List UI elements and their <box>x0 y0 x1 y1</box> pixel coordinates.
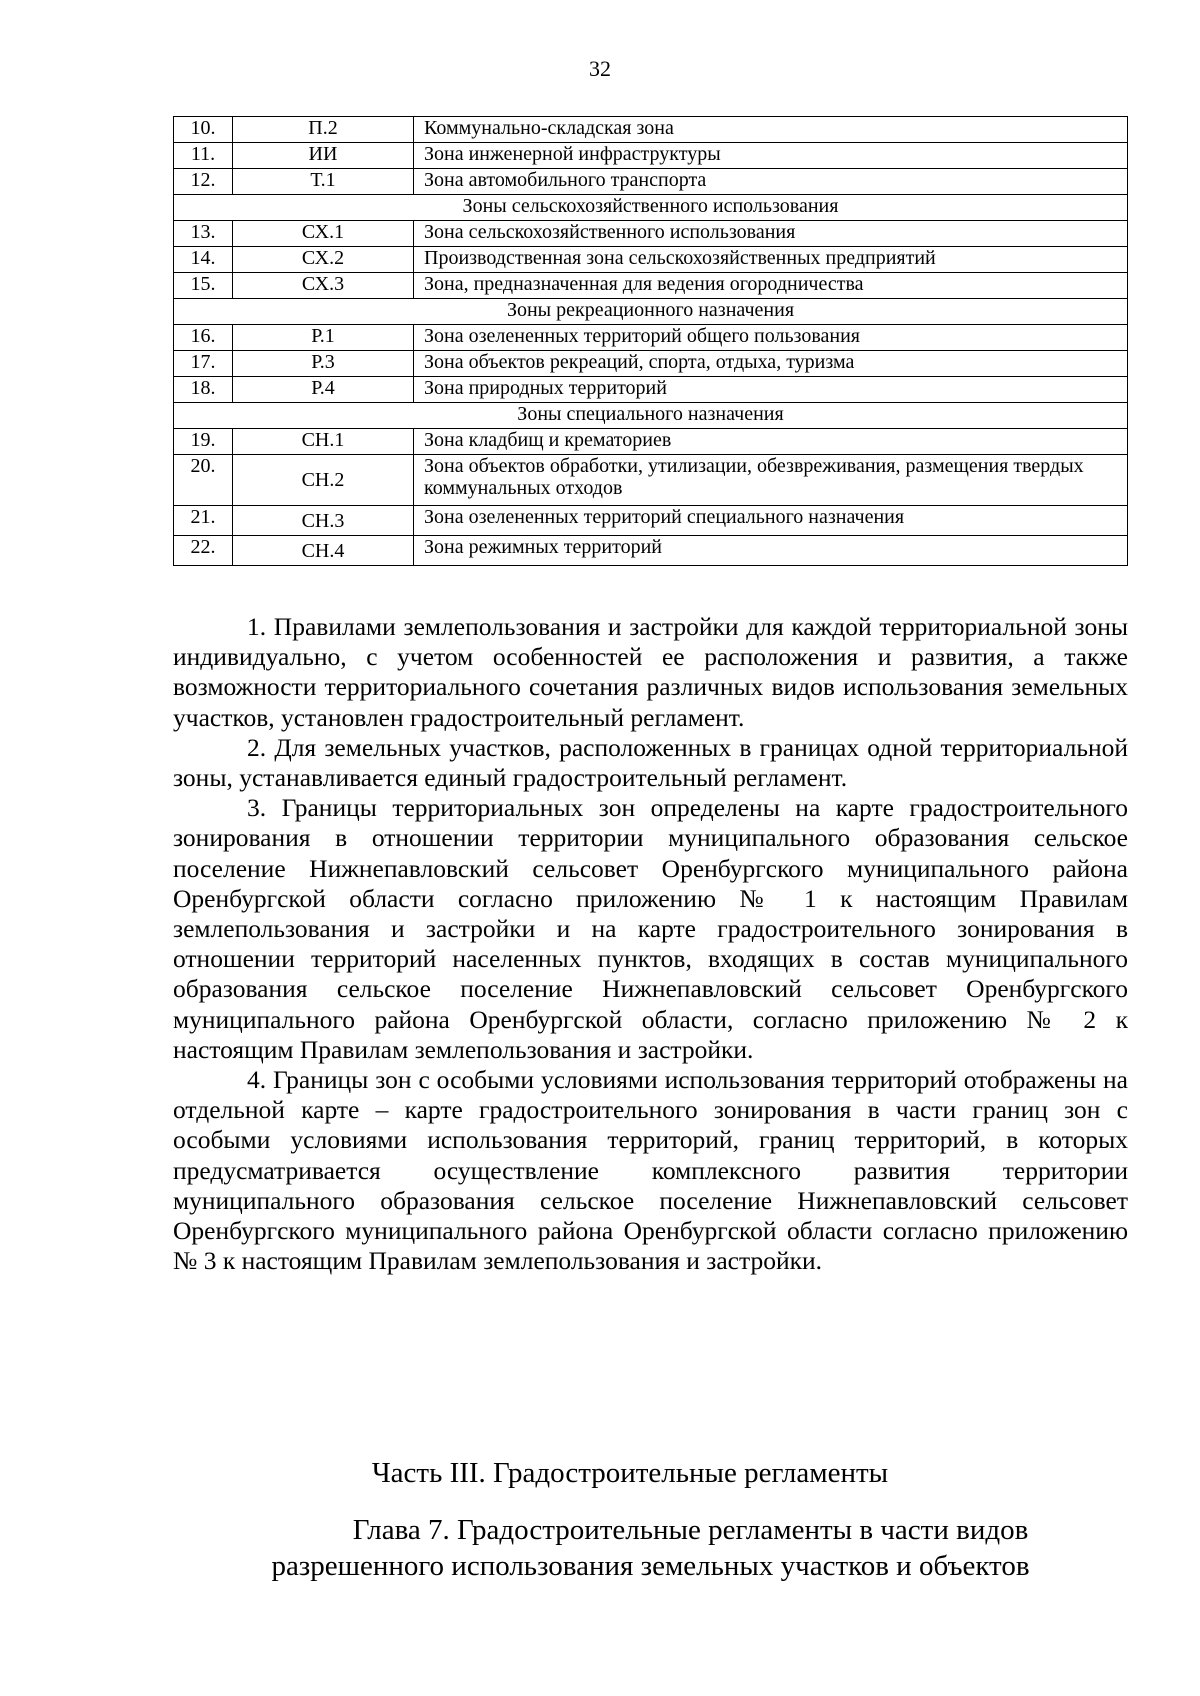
zone-code: Р.1 <box>233 325 414 351</box>
zone-number: 16. <box>174 325 233 351</box>
paragraph-1: 1. Правилами землепользования и застройки для каждой территориальной зоны индивидуально, с учетом особенностей ее расположения и развития, а также возможности территориального сочетания различных видов использования земельных участков, установлен градостроительный регламент. <box>173 612 1128 732</box>
zone-number: 17. <box>174 351 233 377</box>
zone-number: 10. <box>174 117 233 143</box>
zone-number: 22. <box>174 536 233 566</box>
zone-name: Зона кладбищ и крематориев <box>414 429 1128 455</box>
chapter-title-line-1: Глава 7. Градостроительные регламенты в части видов <box>352 1514 1029 1546</box>
zone-number: 11. <box>174 143 233 169</box>
table-row <box>174 325 1128 351</box>
table-row <box>174 377 1128 403</box>
page-number: 32 <box>589 56 611 81</box>
part-title: Часть III. Градостроительные регламенты <box>371 1457 889 1489</box>
zones-table <box>173 116 1128 566</box>
zone-number: 21. <box>174 506 233 536</box>
body-text <box>173 612 1128 1276</box>
zone-name: Зона объектов рекреаций, спорта, отдыха, туризма <box>414 351 1128 377</box>
zone-code: СН.4 <box>233 536 414 566</box>
table-row <box>174 351 1128 377</box>
zone-group-label: Зоны рекреационного назначения <box>174 299 1128 325</box>
zone-number: 19. <box>174 429 233 455</box>
table-group-row <box>174 299 1128 325</box>
zone-code: ИИ <box>233 143 414 169</box>
paragraph-4: 4. Границы зон с особыми условиями использования территорий отображены на отдельной карте – карте градостроительного зонирования в части границ зон с особыми условиями использования территорий, границ территорий, в которых предусматривается осуществление комплексного развития территории муниципального образования сельское поселение Нижнепавловский сельсовет Оренбургского муниципального района Оренбургской области согласно приложению № 3 к настоящим Правилам землепользования и застройки. <box>173 1065 1128 1276</box>
zone-name: Коммунально-складская зона <box>414 117 1128 143</box>
zone-code: Р.3 <box>233 351 414 377</box>
table-row <box>174 117 1128 143</box>
zone-number: 18. <box>174 377 233 403</box>
zone-code: Т.1 <box>233 169 414 195</box>
zone-name: Производственная зона сельскохозяйственных предприятий <box>414 247 1128 273</box>
zone-number: 14. <box>174 247 233 273</box>
zone-name: Зона объектов обработки, утилизации, обезвреживания, размещения твердых коммунальных отходов <box>414 455 1128 506</box>
table-group-row <box>174 195 1128 221</box>
zone-group-label: Зоны специального назначения <box>174 403 1128 429</box>
zone-name: Зона озелененных территорий общего пользования <box>414 325 1128 351</box>
zone-number: 15. <box>174 273 233 299</box>
table-row <box>174 429 1128 455</box>
zone-number: 20. <box>174 455 233 506</box>
zone-name: Зона автомобильного транспорта <box>414 169 1128 195</box>
zone-code: СН.1 <box>233 429 414 455</box>
zone-code: СХ.2 <box>233 247 414 273</box>
zone-name: Зона, предназначенная для ведения огородничества <box>414 273 1128 299</box>
table-row <box>174 169 1128 195</box>
zone-number: 13. <box>174 221 233 247</box>
zone-code: СХ.1 <box>233 221 414 247</box>
zone-code: Р.4 <box>233 377 414 403</box>
table-row <box>174 143 1128 169</box>
paragraph-2: 2. Для земельных участков, расположенных в границах одной территориальной зоны, устанавливается единый градостроительный регламент. <box>173 732 1128 793</box>
zone-name: Зона природных территорий <box>414 377 1128 403</box>
zone-code: П.2 <box>233 117 414 143</box>
zone-name: Зона режимных территорий <box>414 536 1128 566</box>
chapter-title <box>173 1512 1128 1584</box>
table-row <box>174 455 1128 506</box>
table-group-row <box>174 403 1128 429</box>
zone-group-label: Зоны сельскохозяйственного использования <box>174 195 1128 221</box>
zone-code: СХ.3 <box>233 273 414 299</box>
zone-name: Зона сельскохозяйственного использования <box>414 221 1128 247</box>
table-row <box>174 506 1128 536</box>
table-row <box>174 221 1128 247</box>
table-row <box>174 247 1128 273</box>
table-row <box>174 536 1128 566</box>
zone-code: СН.2 <box>233 455 414 506</box>
chapter-title-line-2: разрешенного использования земельных участков и объектов <box>271 1550 1030 1582</box>
zone-name: Зона озелененных территорий специального назначения <box>414 506 1128 536</box>
zone-code: СН.3 <box>233 506 414 536</box>
paragraph-3: 3. Границы территориальных зон определены на карте градостроительного зонирования в отношении территории муниципального образования сельское поселение Нижнепавловский сельсовет Оренбургского муниципального района Оренбургской области согласно приложению № 1 к настоящим Правилам землепользования и застройки и на карте градостроительного зонирования в отношении территорий населенных пунктов, входящих в состав муниципального образования сельское поселение Нижнепавловский сельсовет Оренбургского муниципального района Оренбургской области, согласно приложению № 2 к настоящим Правилам землепользования и застройки. <box>173 793 1128 1064</box>
table-row <box>174 273 1128 299</box>
zone-number: 12. <box>174 169 233 195</box>
zone-name: Зона инженерной инфраструктуры <box>414 143 1128 169</box>
